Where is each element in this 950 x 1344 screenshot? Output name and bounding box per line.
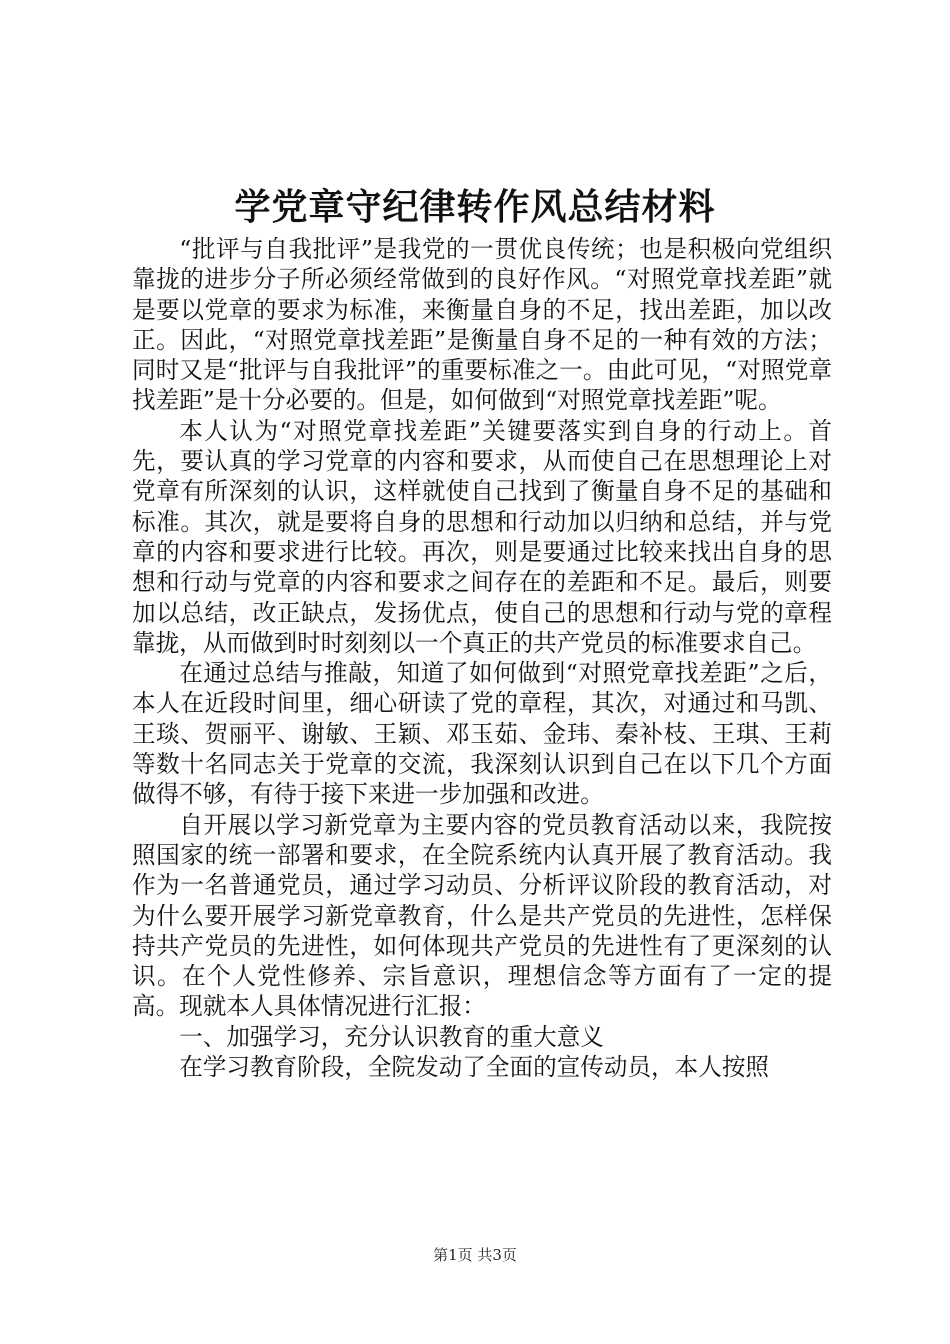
paragraph-5: 在学习教育阶段，全院发动了全面的宣传动员，本人按照: [179, 1053, 770, 1082]
paragraph-3: 在通过总结与推敲，知道了如何做到“对照党章找差距”之后，本人在近段时间里，细心研读了党的章程，其次，对通过和马凯、王琰、贺丽平、谢敏、王颖、邓玉茹、金玮、秦补枝、王琪、王莉等数十名同志关于党章的交流，我深刻认识到自己在以下几个方面做得不够，有待于接下来进一步加强和改进。: [132, 659, 832, 809]
paragraph-1: “批评与自我批评”是我党的一贯优良传统；也是积极向党组织靠拢的进步分子所必须经常做到的良好作风。“对照党章找差距”就是要以党章的要求为标准，来衡量自身的不足，找出差距，加以改正。因此，“对照党章找差距”是衡量自身不足的一种有效的方法；同时又是“批评与自我批评”的重要标准之一。由此可见，“对照党章找差距”是十分必要的。但是，如何做到“对照党章找差距”呢。: [132, 235, 832, 415]
page-number-footer: 第1页 共3页: [433, 1246, 517, 1264]
section-heading-1: 一、加强学习，充分认识教育的重大意义: [179, 1022, 604, 1051]
document-body: [132, 234, 832, 1082]
document-title: 学党章守纪律转作风总结材料: [234, 187, 716, 228]
paragraph-2: 本人认为“对照党章找差距”关键要落实到自身的行动上。首先，要认真的学习党章的内容和要求，从而使自己在思想理论上对党章有所深刻的认识，这样就使自己找到了衡量自身不足的基础和标准。其次，就是要将自身的思想和行动加以归纳和总结，并与党章的内容和要求进行比较。再次，则是要通过比较来找出自身的思想和行动与党章的内容和要求之间存在的差距和不足。最后，则要加以总结，改正缺点，发扬优点，使自己的思想和行动与党的章程靠拢，从而做到时时刻刻以一个真正的共产党员的标准要求自己。: [132, 416, 832, 657]
paragraph-4: 自开展以学习新党章为主要内容的党员教育活动以来，我院按照国家的统一部署和要求，在全院系统内认真开展了教育活动。我作为一名普通党员，通过学习动员、分析评议阶段的教育活动，对为什么要开展学习新党章教育，什么是共产党员的先进性，怎样保持共产党员的先进性，如何体现共产党员的先进性有了更深刻的认识。在个人党性修养、宗旨意识，理想信念等方面有了一定的提高。现就本人具体情况进行汇报：: [132, 810, 832, 1021]
